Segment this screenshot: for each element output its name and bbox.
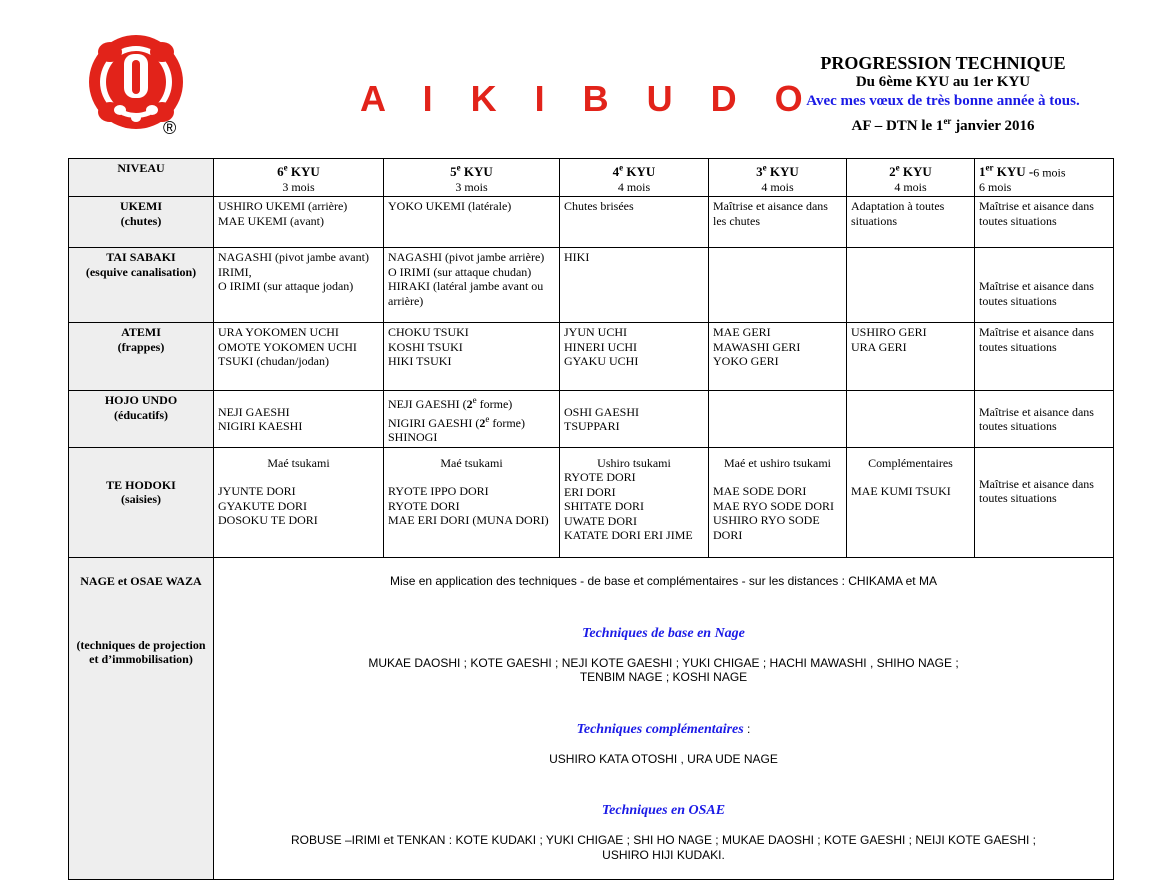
table-cell: HIKI: [560, 248, 709, 323]
grip-subheading: Complémentaires: [868, 455, 953, 470]
kyu-header-6: 6e KYU 3 mois: [214, 159, 384, 197]
table-row-nage-osae: [69, 557, 1114, 879]
level-label-te-hodoki: TE HODOKI (saisies): [69, 447, 214, 557]
table-cell: Maé tsukami RYOTE IPPO DORI RYOTE DORI MAE ERI DORI (MUNA DORI): [384, 447, 560, 557]
table-header-row: [69, 159, 1114, 197]
page-title: A I K I B U D O: [360, 78, 817, 119]
complementary-techniques-list: USHIRO KATA OTOSHI , URA UDE NAGE: [549, 751, 778, 766]
table-cell: NEJI GAESHI (2e forme) NIGIRI GAESHI (2e forme) SHINOGI: [384, 391, 560, 448]
table-cell: OSHI GAESHI TSUPPARI: [560, 391, 709, 448]
table-cell: YOKO UKEMI (latérale): [384, 197, 560, 248]
table-row-atemi: [69, 323, 1114, 391]
progression-table: [68, 158, 1114, 880]
grip-subheading: Maé et ushiro tsukami: [724, 455, 831, 470]
table-cell: Maé tsukami JYUNTE DORI GYAKUTE DORI DOSOKU TE DORI: [214, 447, 384, 557]
table-cell: Maîtrise et aisance dans toutes situations: [975, 391, 1114, 448]
table-row-te-hodoki: [69, 447, 1114, 557]
table-row-ukemi: [69, 197, 1114, 248]
table-cell: NAGASHI (pivot jambe arrière) O IRIMI (sur attaque chudan) HIRAKI (latéral jambe avant ou arrière): [384, 248, 560, 323]
osae-techniques-list: ROBUSE –IRIMI et TENKAN : KOTE KUDAKI ; YUKI CHIGAE ; SHI HO NAGE ; MUKAE DAOSHI ; KOTE GAESHI ; NEIJI KOTE GAESHI ; USHIRO HIJI KUDAKI.: [290, 833, 1037, 862]
table-cell: URA YOKOMEN UCHI OMOTE YOKOMEN UCHI TSUKI (chudan/jodan): [214, 323, 384, 391]
kyu-header-1: 1er KYU -6 mois 6 mois: [975, 159, 1114, 197]
header-range: Du 6ème KYU au 1er KYU: [855, 74, 1031, 90]
nage-osae-content: Mise en application des techniques - de base et complémentaires - sur les distances : CHIKAMA et MA Techniques de base en Nage MUKAE DAOSHI ; KOTE GAESHI ; NEJI KOTE GAESHI ; YUKI CHIGAE ; HACHI MAWASHI , SHIHO NAGE ; TENBIM NAGE ; KOSHI NAGE Techniques complémentaires : USHIRO KATA OTOSHI , URA UDE NAGE Techniques en OSAE ROBUSE –IRIMI et TENKAN : KOTE KUDAKI ; YUKI CHIGAE ; SHI HO NAGE ; MUKAE DAOSHI ; KOTE GAESHI ; NEIJI KOTE GAESHI ; USHIRO HIJI KUDAKI.: [214, 557, 1114, 879]
header-title: PROGRESSION TECHNIQUE: [820, 53, 1066, 73]
nage-intro: Mise en application des techniques - de base et complémentaires - sur les distances : CHIKAMA et MA: [390, 574, 937, 589]
table-cell: [709, 248, 847, 323]
table-cell: Complémentaires MAE KUMI TSUKI: [847, 447, 975, 557]
grip-subheading: Maé tsukami: [267, 455, 330, 470]
grip-subheading: Ushiro tsukami: [597, 455, 671, 470]
level-label-tai-sabaki: TAI SABAKI (esquive canalisation): [69, 248, 214, 323]
table-cell: MAE GERI MAWASHI GERI YOKO GERI: [709, 323, 847, 391]
table-cell: [847, 391, 975, 448]
grip-subheading: Maé tsukami: [440, 455, 503, 470]
level-label-hojo-undo: HOJO UNDO (éducatifs): [69, 391, 214, 448]
table-cell: JYUN UCHI HINERI UCHI GYAKU UCHI: [560, 323, 709, 391]
level-label-atemi: ATEMI (frappes): [69, 323, 214, 391]
base-techniques-title: Techniques de base en Nage: [582, 625, 745, 641]
table-cell: USHIRO GERI URA GERI: [847, 323, 975, 391]
complementary-techniques-title: Techniques complémentaires: [576, 721, 744, 737]
kyu-header-3: 3e KYU 4 mois: [709, 159, 847, 197]
table-cell: Chutes brisées: [560, 197, 709, 248]
kyu-header-2: 2e KYU 4 mois: [847, 159, 975, 197]
table-cell: Maé et ushiro tsukami MAE SODE DORI MAE RYO SODE DORI USHIRO RYO SODE DORI: [709, 447, 847, 557]
table-cell: Maîtrise et aisance dans toutes situations: [975, 447, 1114, 557]
table-cell: Maîtrise et aisance dans toutes situations: [975, 323, 1114, 391]
table-cell: Maîtrise et aisance dans les chutes: [709, 197, 847, 248]
table-cell: Ushiro tsukami RYOTE DORI ERI DORI SHITATE DORI UWATE DORI KATATE DORI ERI JIME: [560, 447, 709, 557]
table-cell: NEJI GAESHI NIGIRI KAESHI: [214, 391, 384, 448]
header-date: AF – DTN le 1er janvier 2016: [851, 116, 1035, 134]
table-cell: Maîtrise et aisance dans toutes situations: [975, 197, 1114, 248]
table-cell: [709, 391, 847, 448]
document-header: [780, 53, 1106, 136]
base-techniques-list: MUKAE DAOSHI ; KOTE GAESHI ; NEJI KOTE GAESHI ; YUKI CHIGAE ; HACHI MAWASHI , SHIHO NAGE ; TENBIM NAGE ; KOSHI NAGE: [368, 655, 959, 685]
table-cell: Adaptation à toutes situations: [847, 197, 975, 248]
table-cell: NAGASHI (pivot jambe avant) IRIMI, O IRIMI (sur attaque jodan): [214, 248, 384, 323]
table-row-hojo-undo: [69, 391, 1114, 448]
registered-mark: ®: [163, 118, 177, 138]
table-row-tai-sabaki: [69, 248, 1114, 323]
osae-techniques-title: Techniques en OSAE: [601, 803, 726, 819]
table-cell: USHIRO UKEMI (arrière) MAE UKEMI (avant): [214, 197, 384, 248]
level-header: NIVEAU: [69, 159, 214, 197]
table-cell: CHOKU TSUKI KOSHI TSUKI HIKI TSUKI: [384, 323, 560, 391]
table-cell: Maîtrise et aisance dans toutes situations: [975, 248, 1114, 323]
kyu-header-5: 5e KYU 3 mois: [384, 159, 560, 197]
level-label-nage-osae: NAGE et OSAE WAZA (techniques de projection et d’immobilisation): [69, 557, 214, 879]
level-label-ukemi: UKEMI (chutes): [69, 197, 214, 248]
kyu-header-4: 4e KYU 4 mois: [560, 159, 709, 197]
header-wishes: Avec mes vœux de très bonne année à tous.: [806, 93, 1080, 109]
table-cell: [847, 248, 975, 323]
